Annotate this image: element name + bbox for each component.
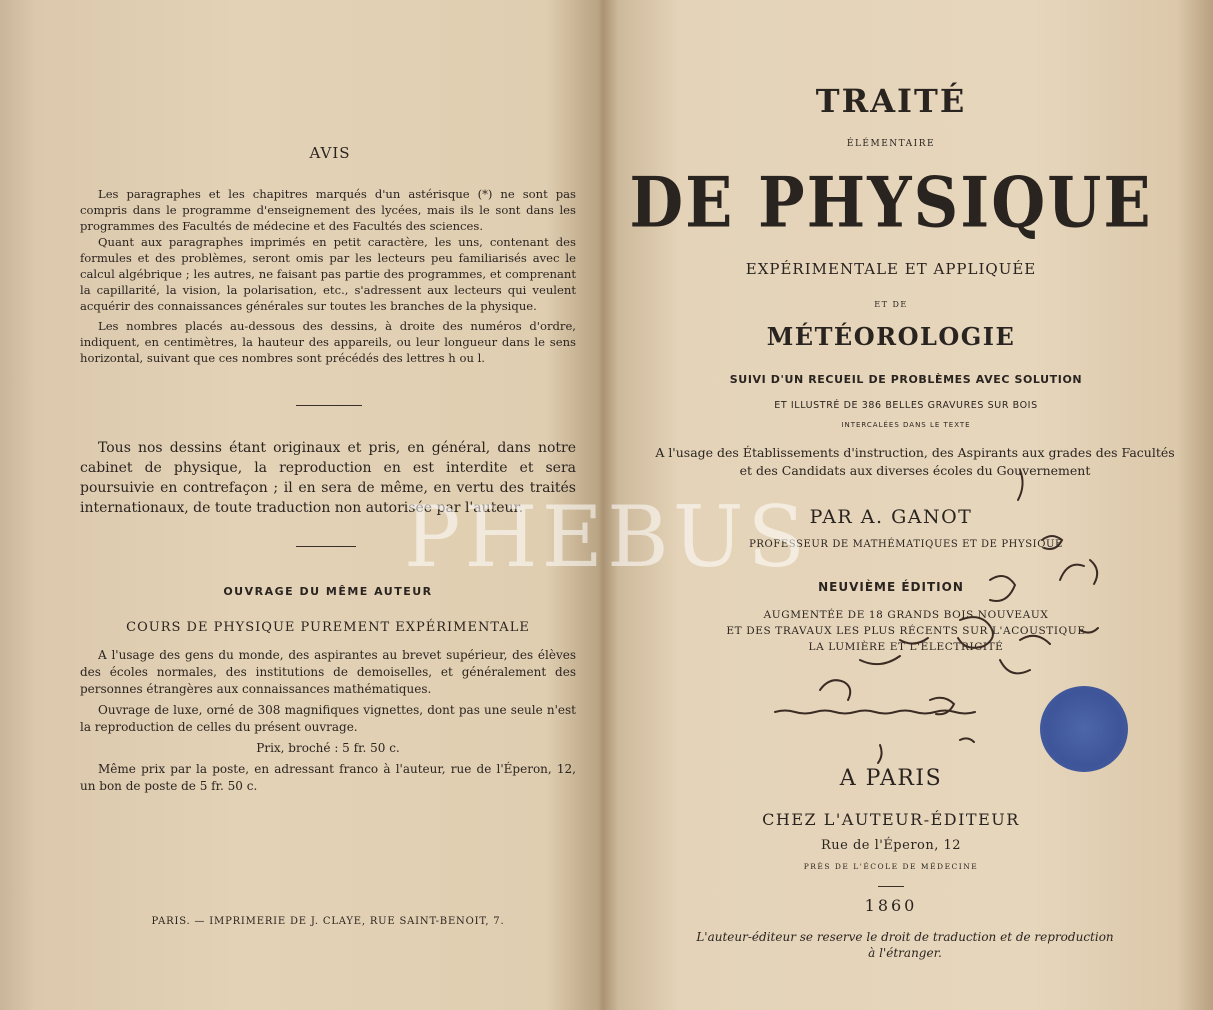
seal-stamp — [1040, 686, 1128, 772]
publication-year: 1860 — [864, 896, 918, 915]
address-detail: PRÈS DE L'ÉCOLE DE MÉDECINE — [803, 862, 979, 871]
title-de-physique: DE PHYSIQUE — [629, 161, 1153, 244]
subtitle-suivi: SUIVI D'UN RECUEIL DE PROBLÈMES AVEC SOLUTION — [729, 373, 1083, 386]
ouvrage-title: OUVRAGE DU MÊME AUTEUR — [223, 585, 433, 598]
publisher: CHEZ L'AUTEUR-ÉDITEUR — [762, 810, 1020, 829]
title-meteorologie: MÉTÉOROLOGIE — [766, 322, 1016, 351]
cours-paragraph: Ouvrage de luxe, orné de 308 magnifiques vignettes, dont pas une seule n'est la reproduction de celles du présent ouvrage. — [80, 703, 576, 734]
rights-notice — [620, 929, 1190, 961]
rights-line: à l'étranger. — [868, 946, 942, 960]
place-paris: A PARIS — [839, 766, 943, 791]
printer-imprint: PARIS. — IMPRIMERIE DE J. CLAYE, RUE SAINT-BENOIT, 7. — [151, 916, 505, 927]
author-name: PAR A. GANOT — [809, 506, 973, 528]
edition-line: AUGMENTÉE DE 18 GRANDS BOIS NOUVEAUX — [763, 609, 1049, 621]
avis-paragraph: Les nombres placés au-dessous des dessins, à droite des numéros d'ordre, indiquent, en centimètres, la hauteur des appareils, ou leur longueur dans le sens horizontal, suivant que ces nombres sont précédés des lettres h ou l. — [80, 319, 576, 365]
postal-price: Même prix par la poste, en adressant franco à l'auteur, rue de l'Éperon, 12, un bon de poste de 5 fr. 50 c. — [80, 762, 576, 793]
subtitle-experimentale: EXPÉRIMENTALE ET APPLIQUÉE — [745, 260, 1037, 278]
cours-paragraph: A l'usage des gens du monde, des aspirantes au brevet supérieur, des élèves des écoles normales, des institutions de demoiselles, et généralement des personnes étrangères aux connaissances mathématiques. — [80, 648, 576, 696]
edition-line: ET DES TRAVAUX LES PLUS RÉCENTS SUR L'ACOUSTIQUE — [726, 625, 1086, 637]
edition: NEUVIÈME ÉDITION — [818, 580, 964, 594]
price: Prix, broché : 5 fr. 50 c. — [256, 741, 400, 755]
usage-line: A l'usage des Établissements d'instruction, des Aspirants aux grades des Facultés — [655, 445, 1175, 460]
divider — [878, 886, 904, 887]
watermark: PHEBUS — [403, 488, 810, 586]
title-elementaire: ÉLÉMENTAIRE — [846, 139, 936, 149]
title-traite: TRAITÉ — [815, 82, 967, 120]
notice-text: Tous nos dessins étant originaux et pris, en général, dans notre cabinet de physique, la reproduction en est interdite et sera poursuivie en contrefaçon ; il en sera de même, en vertu des traités internationaux, de toute traduction non autorisée par l'auteur. — [80, 440, 576, 516]
subtitle-et-de: ET DE — [874, 300, 908, 309]
edition-line: LA LUMIÈRE ET L'ÉLECTRICITÉ — [808, 641, 1004, 653]
usage-line: et des Candidats aux diverses écoles du Gouvernement — [739, 463, 1091, 478]
publisher-address: Rue de l'Éperon, 12 — [820, 838, 962, 853]
avis-title: AVIS — [309, 144, 351, 162]
subtitle-illustre: ET ILLUSTRÉ DE 386 BELLES GRAVURES SUR BOIS — [774, 400, 1038, 411]
subtitle-intercalees: INTERCALÉES DANS LE TEXTE — [841, 421, 971, 429]
avis-paragraph: Quant aux paragraphes imprimés en petit caractère, les uns, contenant des formules et des problèmes, seront omis par les lecteurs peu familiarisés avec le calcul algébrique ; les autres, ne faisant pas partie des programmes, et comprenant la capillarité, la vision, la polarisation, etc., s'adressent aux lecteurs qui veulent acquérir des connaissances générales sur toutes les branches de la physique. — [80, 235, 576, 313]
cours-title: COURS DE PHYSIQUE PUREMENT EXPÉRIMENTALE — [126, 620, 530, 635]
author-title: PROFESSEUR DE MATHÉMATIQUES ET DE PHYSIQUE — [749, 539, 1063, 550]
rights-line: L'auteur-éditeur se reserve le droit de traduction et de reproduction — [696, 930, 1114, 944]
avis-paragraph: Les paragraphes et les chapitres marqués d'un astérisque (*) ne sont pas compris dans le programme d'enseignement des lycées, mais ils le sont dans les programmes des Facultés de médecine et des Facultés des sciences. — [80, 187, 576, 233]
